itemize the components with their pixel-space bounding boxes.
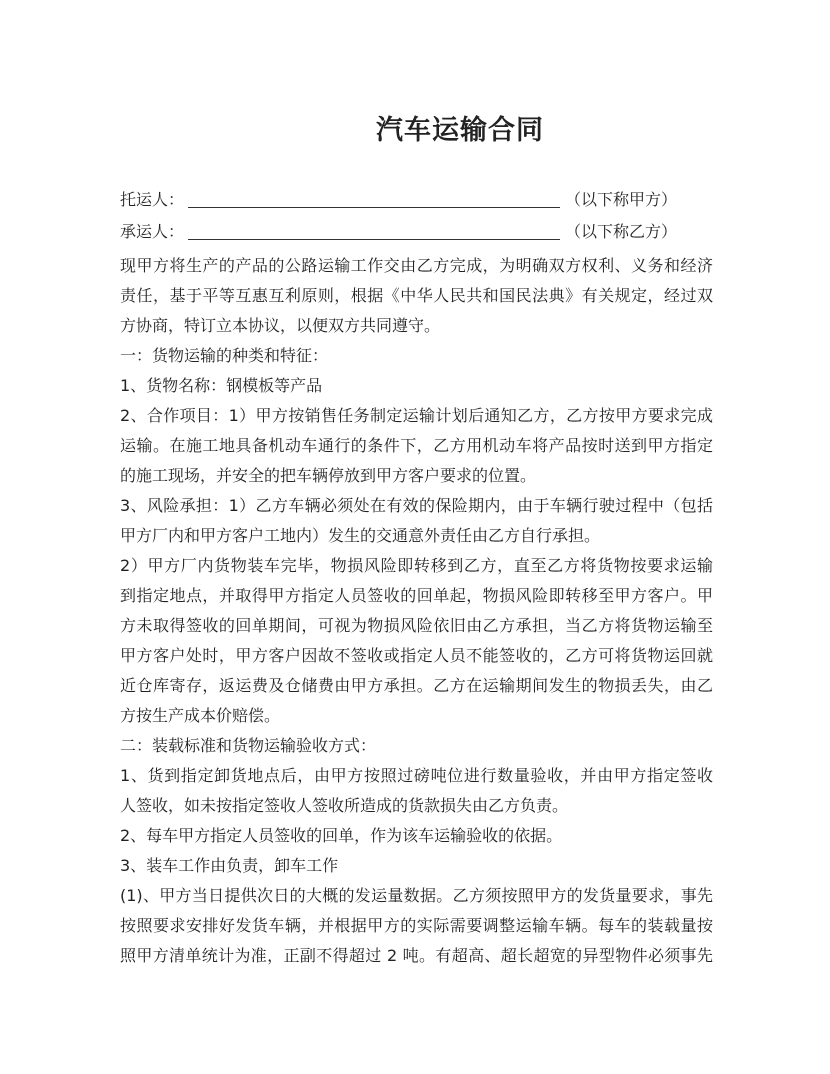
text-line: 方未取得签收的回单期间，可视为物损风险依旧由乙方承担，当乙方将货物运输至 [120, 616, 713, 635]
text-line: 1、货物名称：钢模板等产品 [120, 376, 323, 395]
text-line: 甲方厂内和甲方客户工地内）发生的交通意外责任由乙方自行承担。 [120, 526, 601, 545]
text-line: 甲方客户处时，甲方客户因故不签收或指定人员不能签收的，乙方可将货物运回就 [120, 646, 713, 665]
carrier-note: （以下称乙方） [565, 222, 678, 241]
text-line: 现甲方将生产的产品的公路运输工作交由乙方完成，为明确双方权利、义务和经济 [120, 256, 713, 275]
text-line: 2、合作项目：1）甲方按销售任务制定运输计划后通知乙方，乙方按甲方要求完成 [120, 406, 713, 425]
carrier-row [120, 217, 720, 247]
text-line: 一：货物运输的种类和特征： [120, 346, 329, 365]
text-line: 按照要求安排好发货车辆，并根据甲方的实际需要调整运输车辆。每车的装载量按 [120, 916, 713, 935]
contract-body [120, 251, 713, 971]
text-line: 1、货到指定卸货地点后，由甲方按照过磅吨位进行数量验收，并由甲方指定签收 [120, 766, 713, 785]
text-line: 的施工现场，并安全的把车辆停放到甲方客户要求的位置。 [120, 466, 537, 485]
shipper-blank-line [188, 207, 560, 208]
text-line: 责任，基于平等互惠互利原则，根据《中华人民共和国民法典》有关规定，经过双 [120, 286, 713, 305]
text-line: 3、装车工作由负责，卸车工作 [120, 856, 339, 875]
text-line: 近仓库寄存，返运费及仓储费由甲方承担。乙方在运输期间发生的物损丢失，由乙 [120, 676, 713, 695]
text-line: 人签收，如未按指定签收人签收所造成的货款损失由乙方负责。 [120, 796, 569, 815]
text-line: 到指定地点，并取得甲方指定人员签收的回单起，物损风险即转移至甲方客户。甲 [120, 586, 713, 605]
text-line: 照甲方清单统计为准，正副不得超过 2 吨。有超高、超长超宽的异型物件必须事先 [120, 946, 713, 965]
text-line: 方协商，特订立本协议，以便双方共同遵守。 [120, 316, 441, 335]
carrier-label: 承运人： [120, 222, 185, 241]
shipper-row [120, 185, 720, 215]
text-line: 二：装载标准和货物运输验收方式： [120, 736, 377, 755]
document-title: 汽车运输合同 [376, 115, 544, 146]
text-line: 方按生产成本价赔偿。 [120, 706, 281, 725]
carrier-blank-line [188, 239, 560, 240]
text-line: (1)、甲方当日提供次日的大概的发运量数据。乙方须按照甲方的发货量要求，事先 [120, 886, 713, 905]
shipper-note: （以下称甲方） [565, 190, 678, 209]
text-line: 2、每车甲方指定人员签收的回单，作为该车运输验收的依据。 [120, 826, 563, 845]
text-line: 2）甲方厂内货物装车完毕，物损风险即转移到乙方，直至乙方将货物按要求运输 [120, 556, 713, 575]
text-line: 3、风险承担：1）乙方车辆必须处在有效的保险期内，由于车辆行驶过程中（包括 [120, 496, 713, 515]
shipper-label: 托运人： [120, 190, 185, 209]
text-line: 运输。在施工地具备机动车通行的条件下，乙方用机动车将产品按时送到甲方指定 [120, 436, 713, 455]
